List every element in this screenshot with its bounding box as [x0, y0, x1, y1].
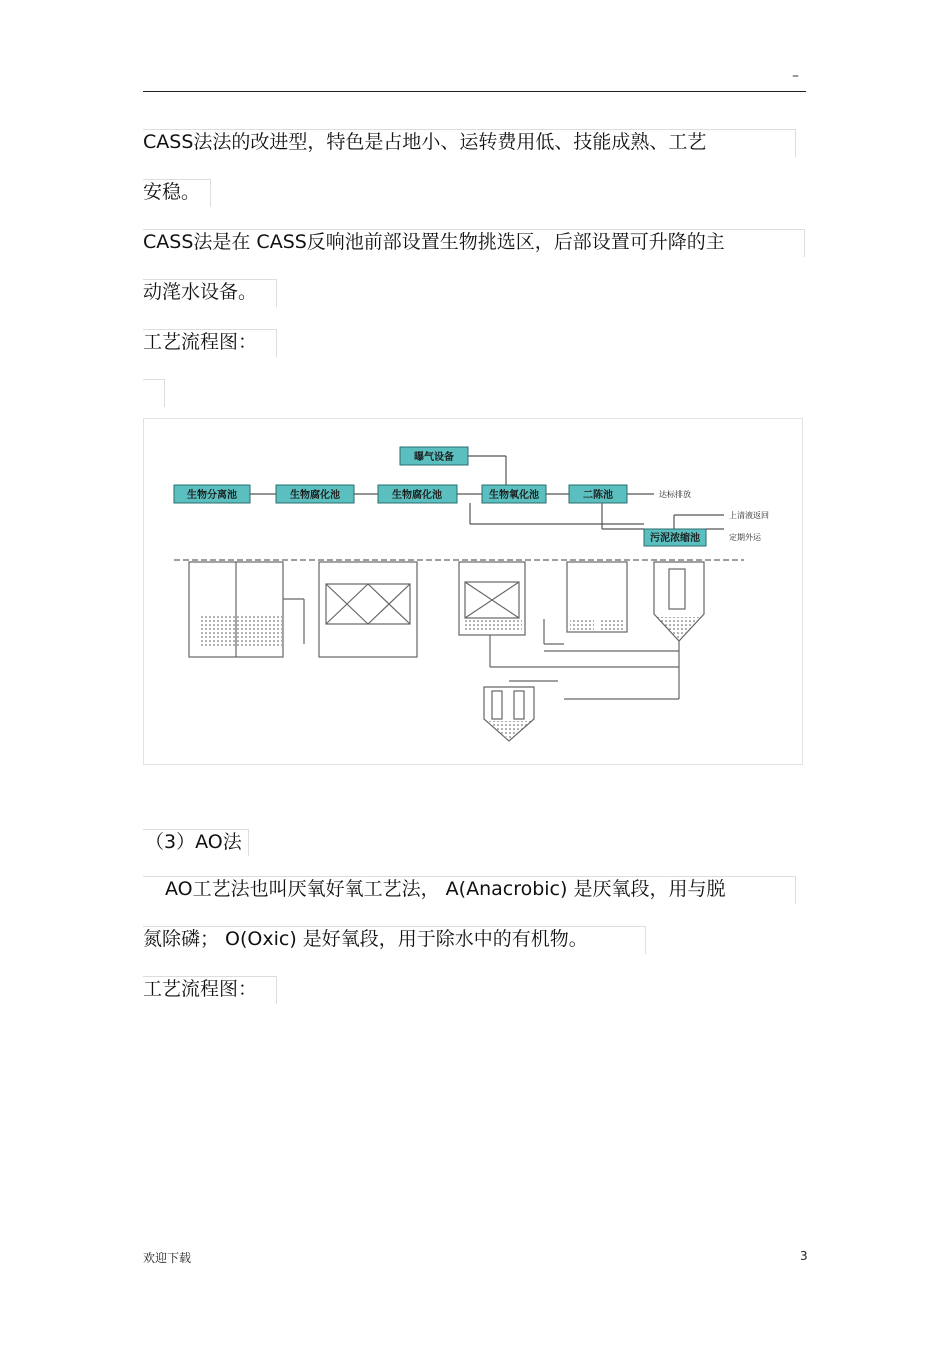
flow-chart-label-1: 工艺流程图：	[143, 331, 258, 353]
paragraph-line-4: 动滗水设备。	[143, 281, 258, 303]
flow-chart-label-2: 工艺流程图：	[143, 978, 258, 1000]
box-label-sludge: 污泥浓缩池	[650, 533, 700, 544]
process-boxes	[174, 447, 706, 546]
note-transport: 定期外运	[729, 533, 761, 542]
paragraph-line-1: CASS法法的改进型，特色是占地小、运转费用低、技能成熟、工艺	[143, 131, 707, 153]
box-label-oxidation: 生物氧化池	[489, 490, 539, 501]
process-flow-diagram	[143, 418, 803, 765]
box-label-aeration: 曝气设备	[414, 452, 454, 463]
tank-schematic	[174, 560, 744, 741]
box-label-septic-2: 生物腐化池	[392, 490, 442, 501]
line-frame	[143, 829, 249, 856]
header-rule	[143, 91, 806, 92]
box-label-secondary: 二陈池	[583, 490, 613, 501]
empty-frame	[143, 379, 165, 407]
paragraph-line-2: 安稳。	[143, 181, 201, 203]
page-number: 3	[800, 1249, 808, 1263]
section-paragraph-1: AO工艺法也叫厌氧好氧工艺法， A(Anacrobic) 是厌氧段，用与脱	[165, 878, 726, 900]
header-mark: –	[792, 68, 799, 84]
paragraph-line-3: CASS法是在 CASS反响池前部设置生物挑选区，后部设置可升降的主	[143, 231, 725, 253]
note-discharge: 达标排放	[659, 490, 691, 499]
footer-text: 欢迎下载	[143, 1251, 192, 1265]
box-label-septic-1: 生物腐化池	[290, 490, 340, 501]
section-paragraph-2: 氮除磷； O(Oxic) 是好氧段，用于除水中的有机物。	[143, 928, 588, 950]
box-label-separation: 生物分离池	[187, 490, 237, 501]
section-title: （3）AO法	[145, 831, 242, 853]
note-return: 上清液返回	[729, 511, 769, 520]
